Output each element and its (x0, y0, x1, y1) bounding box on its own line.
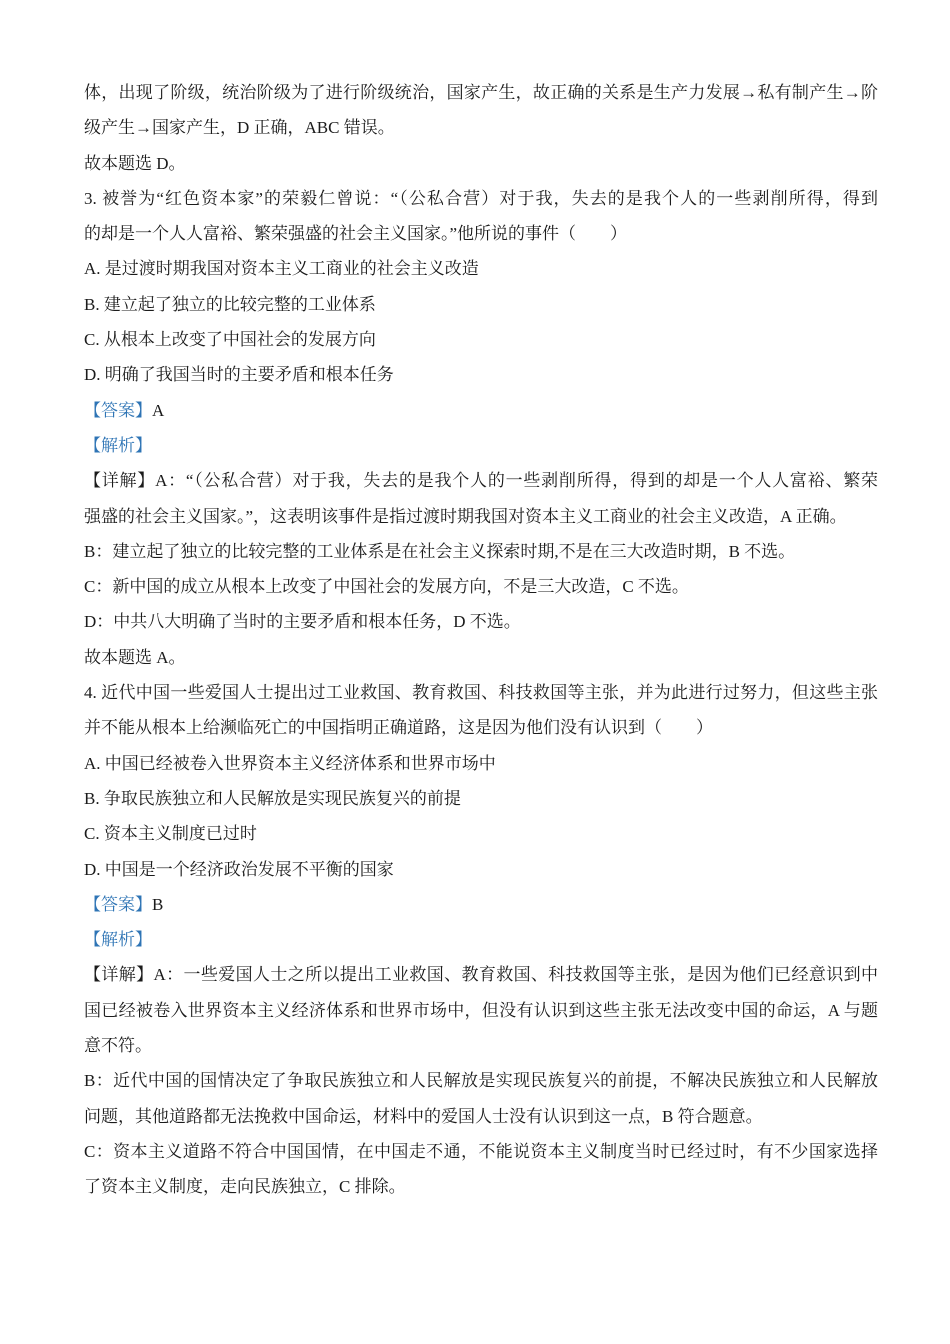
question-4-stem-line: 并不能从根本上给濒临死亡的中国指明正确道路，这是因为他们没有认识到（ ） (84, 718, 713, 738)
detail-continuation-line: 体，出现了阶级，统治阶级为了进行阶级统治，国家产生，故正确的关系是生产力发展→私有制产生→阶 (84, 83, 878, 102)
question-4-stem-line: 4. 近代中国一些爱国人士提出过工业救国、教育救国、科技救国等主张，并为此进行过努力，但这些主张 (84, 683, 878, 703)
question-4-detail-line: 意不符。 (84, 1036, 152, 1056)
conclusion-line: 故本题选 D。 (84, 153, 186, 173)
question-3-option-d: D. 明确了我国当时的主要矛盾和根本任务 (84, 365, 394, 385)
question-3-option-a: A. 是过渡时期我国对资本主义工商业的社会主义改造 (84, 259, 479, 279)
question-4-analysis-line (84, 922, 878, 957)
question-3-detail-line: C：新中国的成立从根本上改变了中国社会的发展方向，不是三大改造，C 不选。 (84, 577, 689, 597)
question-4-detail-line: 了资本主义制度，走向民族独立，C 排除。 (84, 1177, 406, 1197)
question-3-detail-line: B：建立起了独立的比较完整的工业体系是在社会主义探索时期,不是在三大改造时期，B 不选。 (84, 541, 796, 561)
question-3-option-c: C. 从根本上改变了中国社会的发展方向 (84, 330, 376, 350)
answer-value: B (152, 894, 164, 914)
detail-continuation-line: 级产生→国家产生，D 正确，ABC 错误。 (84, 118, 395, 138)
question-4-detail-line: 国已经被卷入世界资本主义经济体系和世界市场中，但没有认识到这些主张无法改变中国的命运，A 与题 (84, 1000, 878, 1020)
question-3-detail-line: D：中共八大明确了当时的主要矛盾和根本任务，D 不选。 (84, 612, 521, 632)
question-3-answer-line (84, 393, 878, 428)
question-3-option-b: B. 建立起了独立的比较完整的工业体系 (84, 294, 376, 314)
question-4-option-b: B. 争取民族独立和人民解放是实现民族复兴的前提 (84, 788, 461, 808)
question-3-detail-line: 强盛的社会主义国家。”，这表明该事件是指过渡时期我国对资本主义工商业的社会主义改造，A 正确。 (84, 506, 847, 526)
question-4-answer-line (84, 887, 878, 922)
question-4-detail-line: 问题，其他道路都无法挽救中国命运，材料中的爱国人士没有认识到这一点，B 符合题意。 (84, 1106, 763, 1126)
question-4-detail-line: C：资本主义道路不符合中国国情，在中国走不通，不能说资本主义制度当时已经过时，有不少国家选择 (84, 1141, 878, 1161)
question-3-conclusion-line: 故本题选 A。 (84, 647, 186, 667)
analysis-marker: 【解析】 (84, 435, 152, 455)
question-4-detail-line: 【详解】A：一些爱国人士之所以提出工业救国、教育救国、科技救国等主张，是因为他们已经意识到中 (84, 965, 878, 985)
question-3-stem-line: 3. 被誉为“红色资本家”的荣毅仁曾说：“（公私合营）对于我，失去的是我个人的一些剥削所得，得到 (84, 188, 878, 208)
question-3-analysis-line (84, 428, 878, 463)
question-4-option-a: A. 中国已经被卷入世界资本主义经济体系和世界市场中 (84, 753, 496, 773)
answer-value: A (152, 400, 165, 420)
question-3-stem-line: 的却是一个人人富裕、繁荣强盛的社会主义国家。”他所说的事件（ ） (84, 224, 628, 244)
question-4-option-c: C. 资本主义制度已过时 (84, 824, 257, 844)
analysis-marker: 【解析】 (84, 930, 152, 950)
question-4-option-d: D. 中国是一个经济政治发展不平衡的国家 (84, 859, 394, 879)
answer-marker: 【答案】 (84, 400, 152, 420)
question-3-detail-line: 【详解】A：“（公私合营）对于我，失去的是我个人的一些剥削所得，得到的却是一个人人富裕、繁荣 (84, 471, 878, 491)
question-4-detail-line: B：近代中国的国情决定了争取民族独立和人民解放是实现民族复兴的前提，不解决民族独立和人民解放 (84, 1071, 878, 1091)
answer-marker: 【答案】 (84, 894, 152, 914)
